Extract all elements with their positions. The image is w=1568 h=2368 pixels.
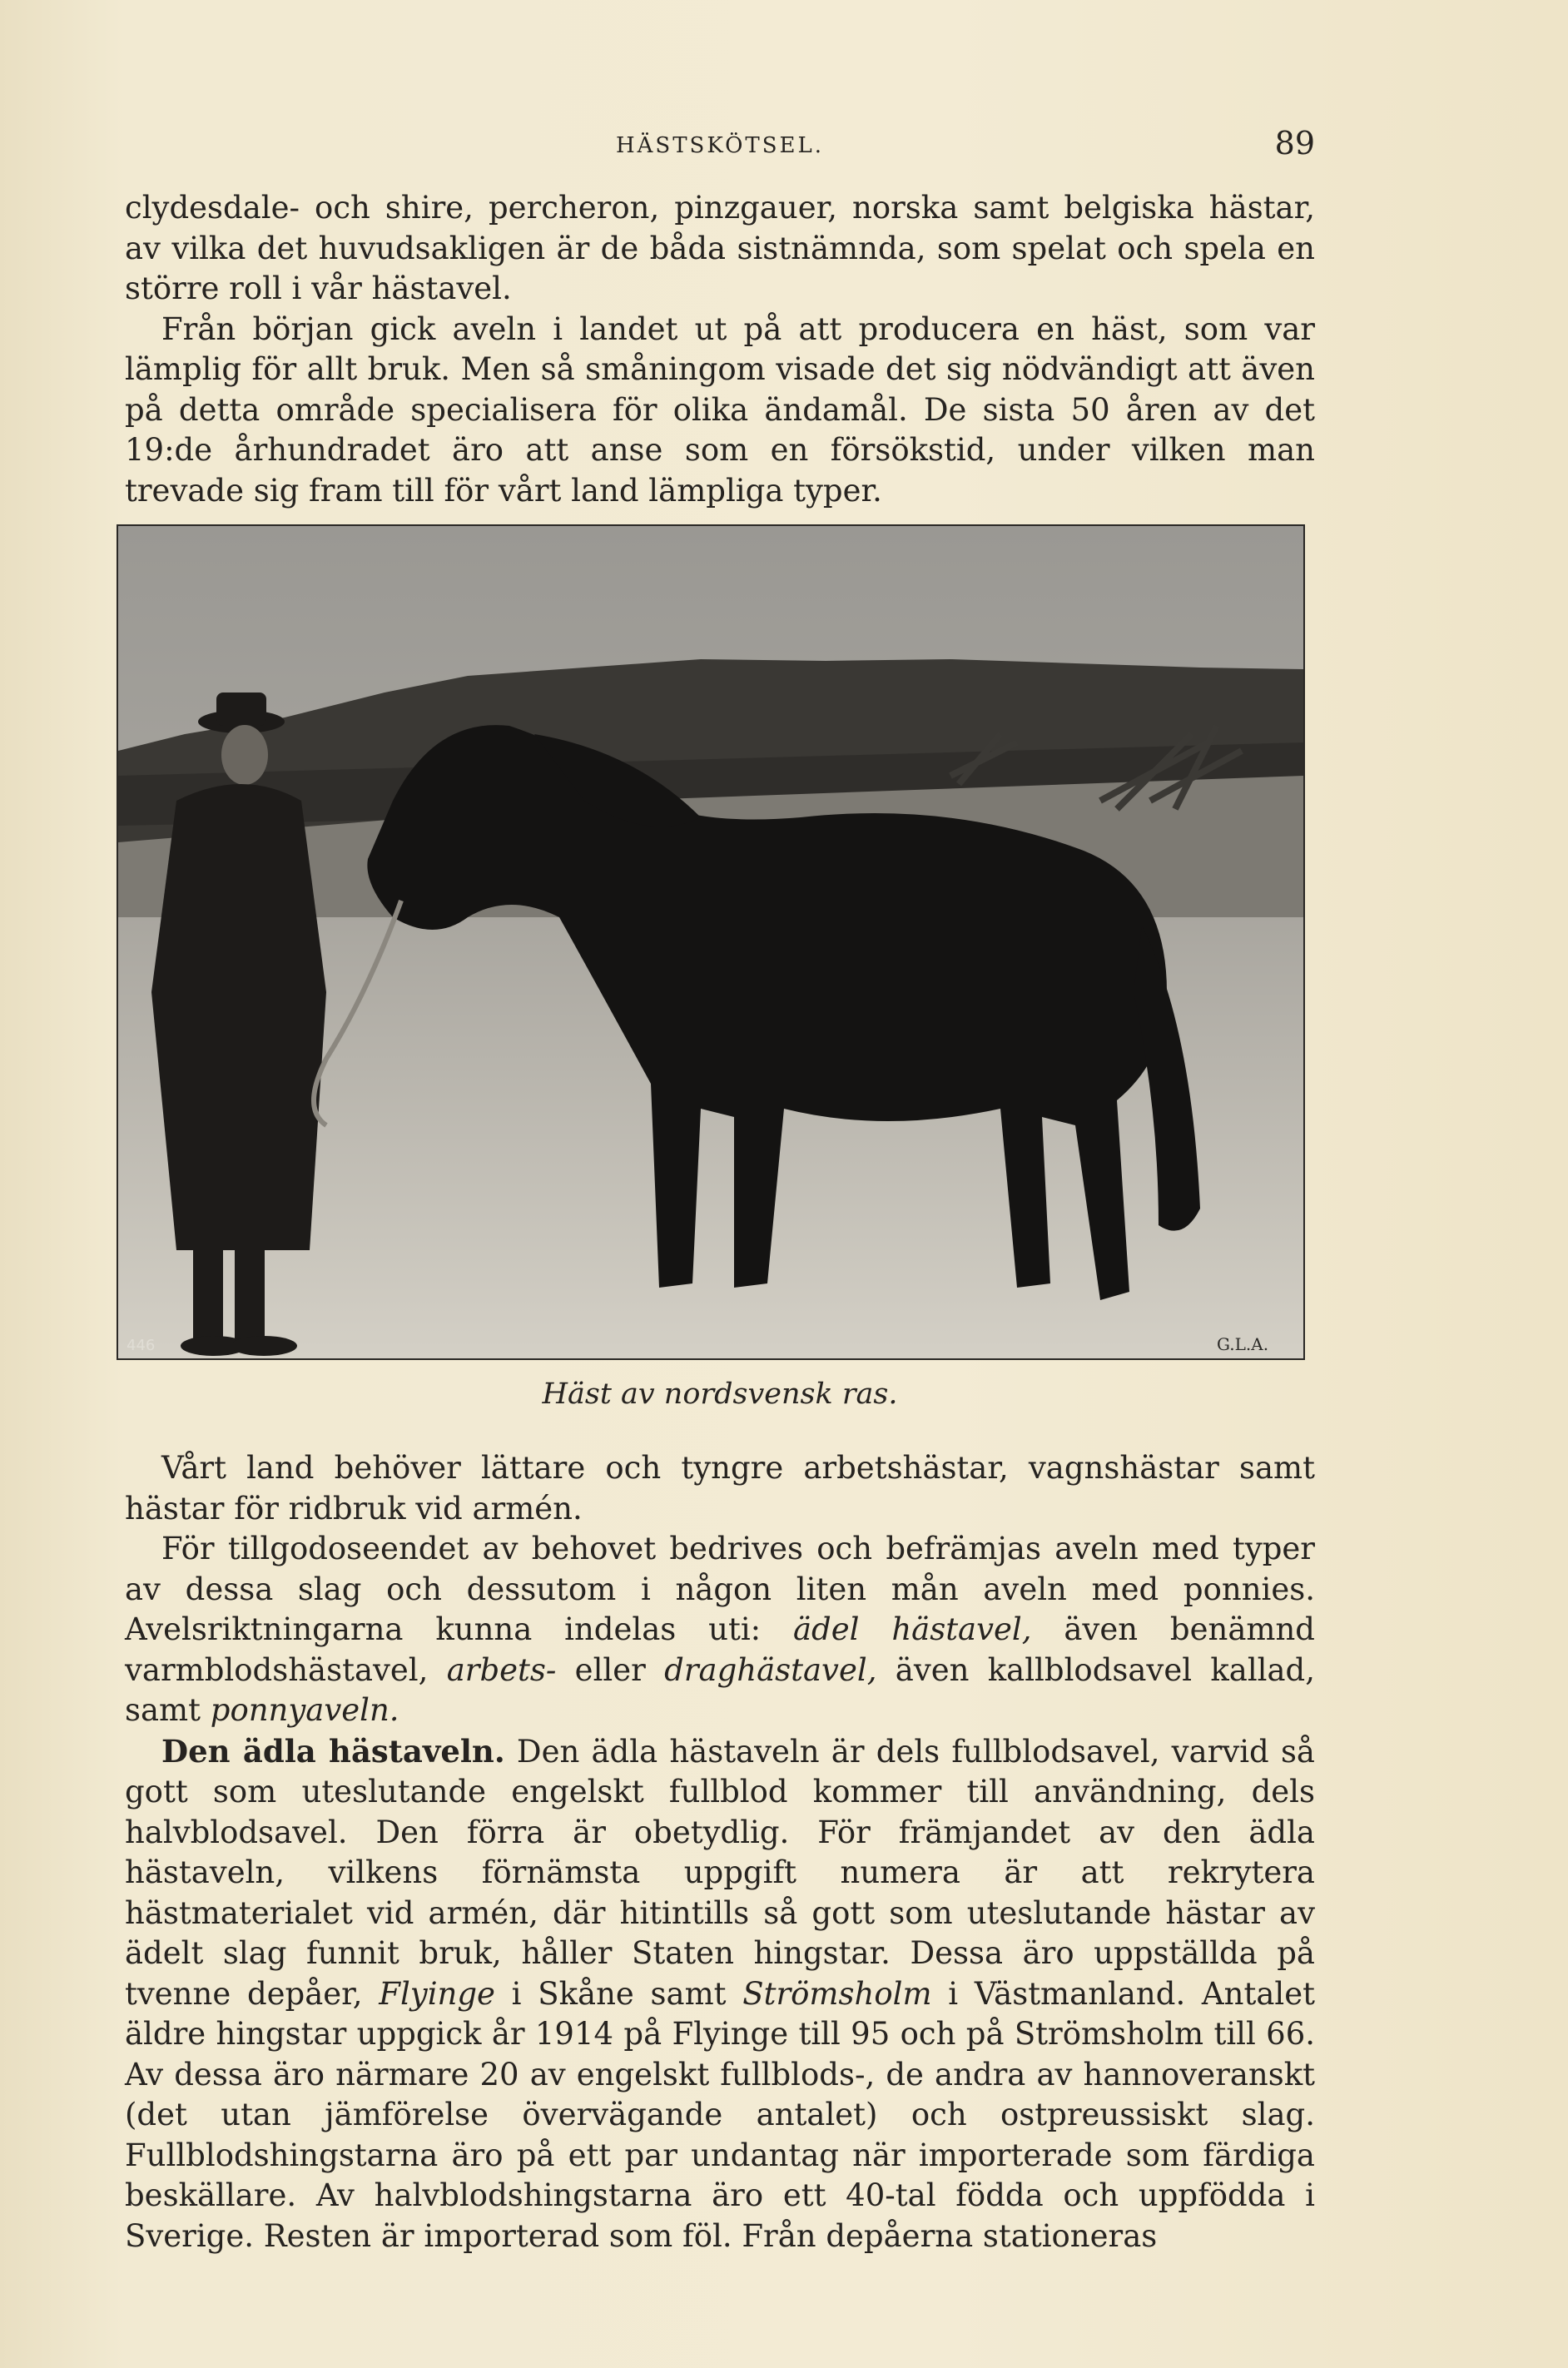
paragraph-breeds: clydesdale- och shire, percheron, pinzgauer, norska samt belgiska hästar, av vilka det huvudsakligen är de båda sistnämnda, som spelat och spela en större roll i vår hästavel. (125, 190, 1315, 306)
noble-breeding-text-a: Den ädla hästaveln är dels fullblodsavel, varvid så gott som uteslutande engelskt fullblod kommer till användning, dels halvblodsavel. Den förra är obetydlig. För främjandet av den ädla hästaveln, vilkens förnämsta uppgift numera är att rekrytera hästmaterialet vid armén, där hitintills så gott som uteslutande hästar av ädelt slag funnit bruk, håller Staten hingstar. Dessa äro uppställda på tvenne depåer, (125, 1733, 1315, 2012)
paragraph-history: Från början gick aveln i landet ut på att producera en häst, som var lämplig för allt bruk. Men så småningom visade det sig nödvändigt att även på detta område specialisera för olika ändamål. De sista 50 åren av det 19:de århundradet äro att anse som en försökstid, under vilken man trevade sig fram till för vårt land lämpliga typer. (125, 310, 1315, 509)
figure-caption: Häst av nordsvensk ras. (542, 1378, 898, 1411)
place-stromsholm: Strömsholm (742, 1975, 932, 2012)
term-adel-hastavel: ädel hästavel, (792, 1611, 1032, 1647)
breeding-directions-text-c: eller (556, 1651, 665, 1688)
section-heading: Den ädla hästaveln. (161, 1732, 505, 1770)
plate-number: 446 (127, 1337, 156, 1354)
paragraph-breeding-directions (125, 1529, 1315, 1731)
breeding-directions-text-a: För tillgodoseendet av behovet bedrives och befrämjas aveln med typer av dessa slag och dessutom i någon liten mån aveln med ponnies. Avelsriktningarna kunna indelas uti: (125, 1531, 1315, 1647)
page-header (125, 125, 1315, 166)
running-title: HÄSTSKÖTSEL. (615, 133, 825, 158)
paragraph-needs: Vårt land behöver lättare och tyngre arbetshästar, vagnshästar samt hästar för ridbruk vid armén. (125, 1450, 1315, 1527)
noble-breeding-text-c: i Västmanland. Antalet äldre hingstar uppgick år 1914 på Flyinge till 95 och på Strömsholm till 66. Av dessa äro närmare 20 av engelskt fullblods-, de andra av hannoveranskt (det utan jämförelse övervägande antalet) och ostpreussiskt slag. Fullblodshingstarna äro på ett par undantag när importerade som färdiga beskällare. Av halvblodshingstarna äro ett 40-tal födda och uppfödda i Sverige. Resten är importerad som föl. Från depåerna stationeras (125, 1975, 1316, 2254)
horse-photograph (117, 524, 1305, 1360)
noble-breeding-text-b: i Skåne samt (494, 1975, 743, 2012)
place-flyinge: Flyinge (379, 1975, 495, 2012)
paragraph-noble-breeding (125, 1731, 1315, 2257)
page-number: 89 (1274, 125, 1315, 161)
top-text-block (125, 188, 1315, 511)
term-ponnyaveln: ponnyaveln. (210, 1692, 399, 1728)
horse-photo-illustration (118, 526, 1303, 1358)
photographer-monogram: G.L.A. (1217, 1334, 1269, 1354)
breeding-directions-text-d: även kallblodsavel kallad, samt (125, 1651, 1315, 1728)
breeding-directions-text-b: även benämnd varmblodshästavel, (125, 1611, 1315, 1688)
term-draghastavel: draghästavel, (664, 1651, 877, 1688)
term-arbets: arbets- (446, 1651, 557, 1688)
bottom-text-block (125, 1448, 1315, 2256)
